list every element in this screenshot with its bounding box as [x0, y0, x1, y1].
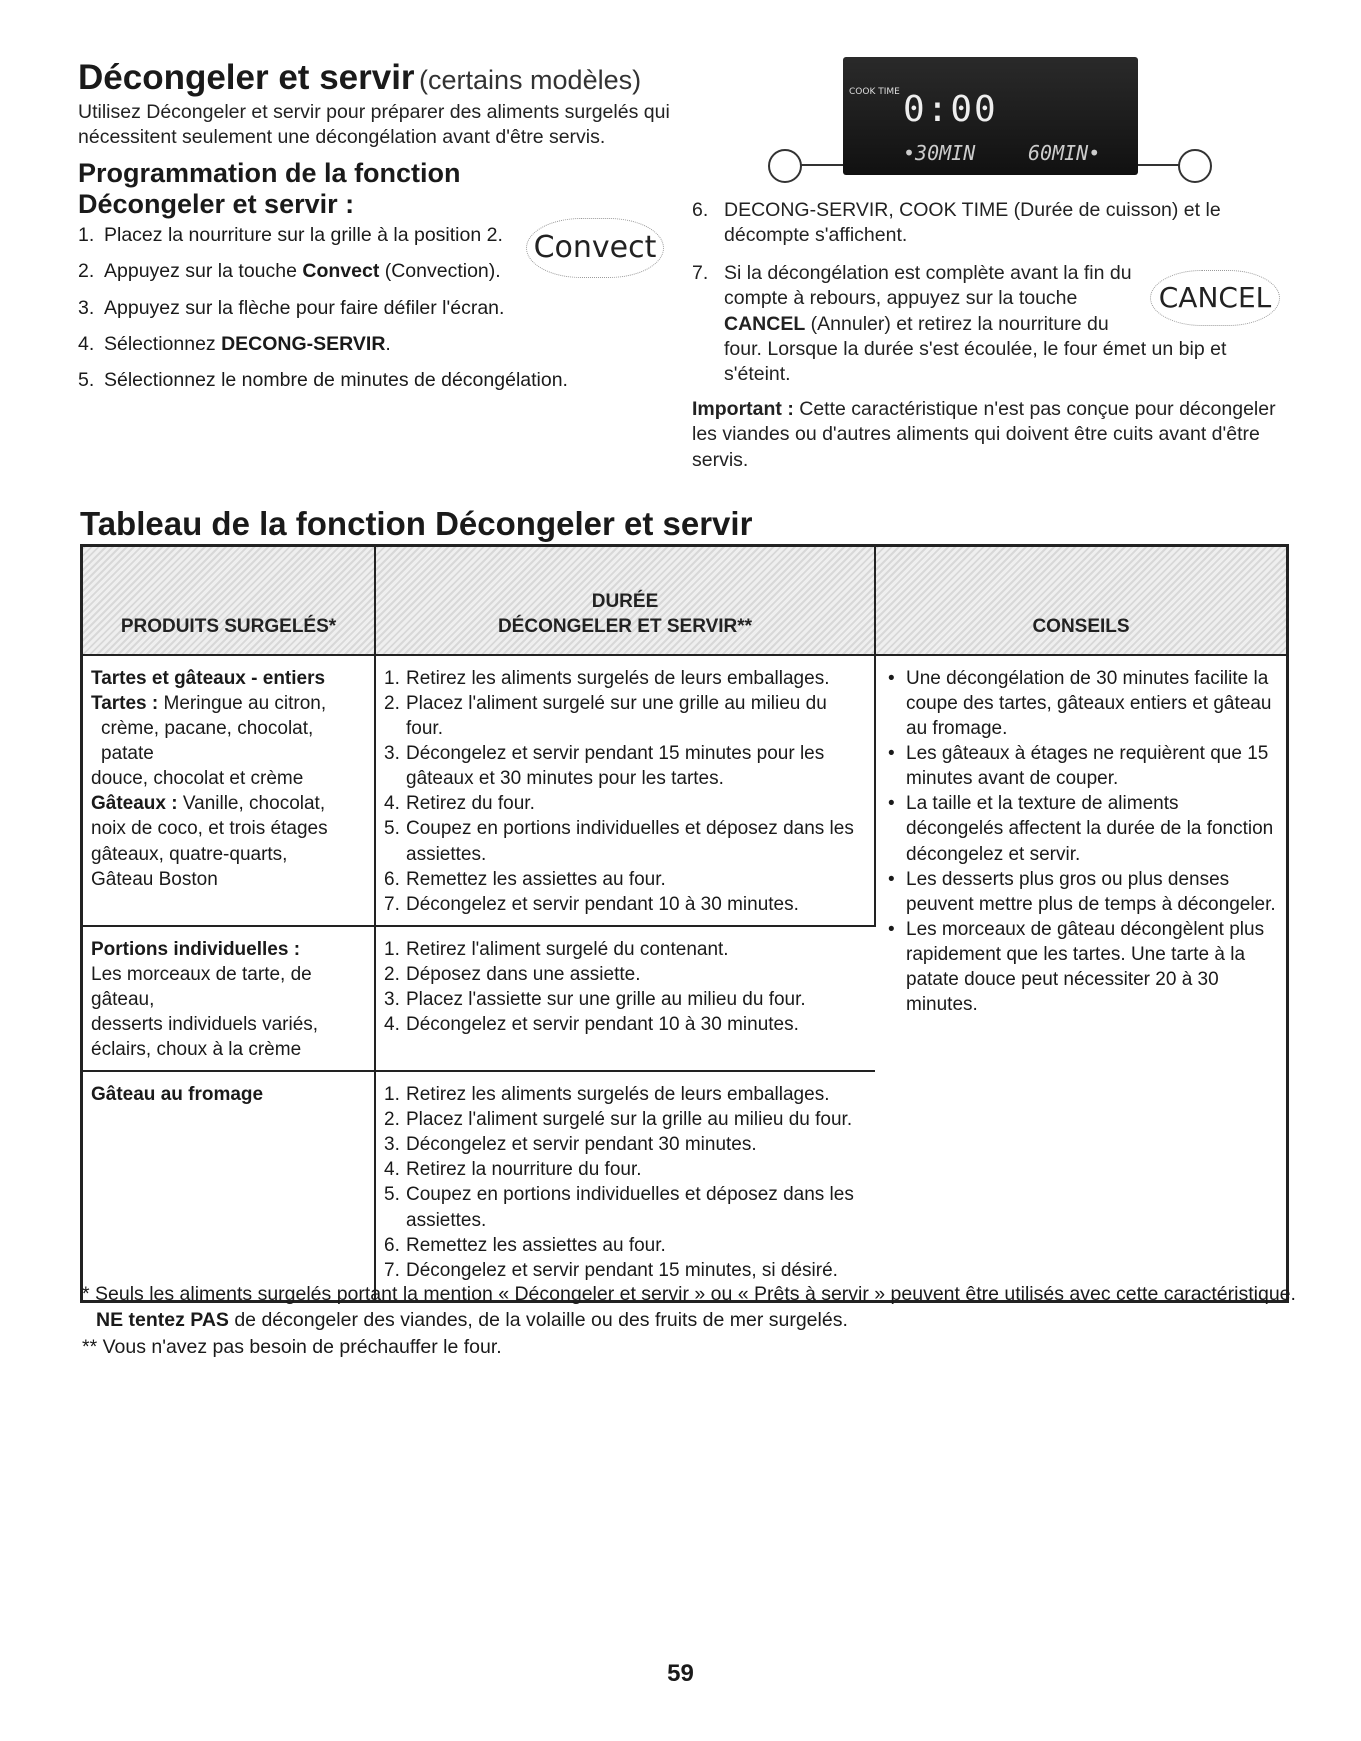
duration-steps — [384, 1082, 867, 1283]
header-text: DURÉE — [591, 590, 659, 612]
step-number: 1. — [384, 938, 400, 960]
table-row — [83, 655, 1286, 926]
display-label: COOK TIME — [849, 87, 900, 97]
list-item — [384, 1107, 867, 1132]
important-text: Cette caractéristique n'est pas conçue pour décongeler — [793, 398, 1276, 420]
list-item — [384, 691, 866, 741]
tip-item: • Les morceaux de gâteau décongèlent plus rapidement que les tartes. Une tarte à la patate douce peut nécessiter 20 à 30 minutes. — [888, 918, 1265, 1016]
product-heading: Portions individuelles : — [91, 938, 301, 960]
step-text: . — [385, 333, 391, 356]
important-text: les viandes ou d'autres aliments qui doivent être cuits avant d'être — [692, 423, 1260, 446]
important-text: servis. — [692, 448, 749, 471]
knob-left-icon — [768, 149, 802, 183]
step-text: Décongelez et servir pendant 10 à 30 minutes. — [406, 1014, 799, 1036]
step-number: 7. — [384, 1259, 400, 1281]
step-line: compte à rebours, appuyez sur la touche — [724, 287, 1078, 310]
step-text: Placez l'aliment surgelé sur la grille au milieu du four. — [406, 1109, 853, 1131]
step-text: Appuyez sur la touche — [104, 260, 303, 283]
step-number: 1. — [384, 668, 400, 689]
step-number: 4. — [384, 1014, 400, 1036]
product-heading: Tartes et gâteaux - entiers — [91, 668, 326, 689]
section-title-note: (certains modèles) — [419, 65, 642, 95]
products-cell — [83, 926, 375, 1071]
step-number: 6. — [692, 199, 709, 221]
list-item — [384, 666, 866, 691]
step-text: Coupez en portions individuelles et déposez dans les assiettes. — [406, 1184, 854, 1231]
list-item — [384, 1082, 867, 1107]
step-text: Placez l'assiette sur une grille au milieu du four. — [406, 988, 806, 1010]
step-item — [78, 296, 638, 321]
table-header-row — [83, 547, 1286, 655]
tip-text: La taille et la texture de aliments décongelés affectent la durée de la fonction décongelez et servir. — [906, 793, 1274, 865]
list-item — [384, 1233, 867, 1258]
list-item — [384, 1182, 867, 1232]
step-number: 5. — [384, 1184, 400, 1206]
step-text: Décongelez et servir pendant 30 minutes. — [406, 1134, 757, 1156]
step-text: Sélectionnez le nombre de minutes de décongélation. — [104, 369, 568, 392]
intro-text — [78, 100, 698, 151]
cancel-key-icon: CANCEL — [1150, 270, 1280, 326]
display-option-60min: 60MIN• — [1028, 141, 1101, 165]
step-line: Si la décongélation est complète avant la fin du — [724, 262, 1132, 284]
subheading-line: Décongeler et servir : — [78, 189, 355, 220]
list-item — [384, 1012, 867, 1037]
product-text: noix de coco, et trois étages — [91, 818, 328, 840]
step-line: four. Lorsque la durée s'est écoulée, le four émet un bip et — [724, 338, 1227, 361]
step-text: Appuyez sur la flèche pour faire défiler l'écran. — [104, 296, 505, 319]
step-number: 7. — [384, 893, 400, 915]
header-text: CONSEILS — [1032, 616, 1130, 638]
duration-steps — [384, 937, 867, 1037]
list-item — [384, 892, 866, 917]
important-note — [692, 397, 1292, 473]
tip-text: Les desserts plus gros ou plus denses peuvent mettre plus de temps à décongeler. — [906, 868, 1276, 915]
oven-display — [843, 57, 1138, 175]
step-text: Sélectionnez — [104, 333, 222, 356]
list-item — [384, 987, 867, 1012]
footnote-3: ** Vous n'avez pas besoin de préchauffer le four. — [82, 1335, 502, 1358]
step-number: 4. — [384, 1159, 400, 1181]
header-text: PRODUITS SURGELÉS* — [120, 616, 337, 638]
step-text: Retirez les aliments surgelés de leurs emballages. — [406, 668, 830, 689]
product-text: Vanille, chocolat, — [177, 793, 326, 815]
step-text: Placez la nourriture sur la grille à la position 2. — [104, 224, 503, 246]
list-item — [384, 867, 866, 892]
product-text: gâteaux, quatre-quarts, — [91, 843, 288, 865]
footnote-1: * Seuls les aliments surgelés portant la mention « Décongeler et servir » ou « Prêts à servir » peuvent être utilisés avec cette caractéristique. — [82, 1283, 1296, 1305]
product-text: Les morceaux de tarte, de gâteau, — [91, 963, 312, 1010]
products-cell — [83, 655, 375, 926]
knob-line-right — [1136, 164, 1180, 166]
product-text: desserts individuels variés, — [91, 1014, 319, 1036]
intro-line: nécessitent seulement une décongélation avant d'être servis. — [78, 126, 606, 149]
header-products — [83, 547, 375, 655]
tip-text: Une décongélation de 30 minutes facilite la coupe des tartes, gâteaux entiers et gâteau au fromage. — [906, 668, 1272, 740]
list-item — [384, 741, 866, 791]
step-number: 2. — [384, 1109, 400, 1131]
step-number: 1. — [384, 1084, 400, 1106]
tip-text: Les morceaux de gâteau décongèlent plus rapidement que les tartes. Une tarte à la patate douce peut nécessiter 20 à 30 minutes. — [906, 918, 1265, 1016]
step-line: s'éteint. — [724, 363, 791, 386]
product-text: douce, chocolat et crème — [91, 768, 304, 790]
footnotes — [82, 1281, 1322, 1360]
step-line: décompte s'affichent. — [724, 224, 908, 247]
step-text: Retirez l'aliment surgelé du contenant. — [406, 938, 729, 960]
cancel-bold: CANCEL — [724, 312, 806, 335]
step-number: 5. — [384, 818, 400, 840]
step-text: Retirez du four. — [406, 793, 535, 815]
tip-text: Les gâteaux à étages ne requièrent que 15 minutes avant de couper. — [906, 743, 1269, 790]
page-number: 59 — [667, 1660, 694, 1687]
step-number: 3. — [384, 1134, 400, 1156]
display-time: 0:00 — [903, 89, 998, 130]
step-text: Retirez les aliments surgelés de leurs emballages. — [406, 1084, 830, 1106]
step-number: 3. — [384, 743, 400, 765]
list-item — [384, 937, 867, 962]
step-number: 5. — [78, 369, 95, 392]
duration-cell — [375, 926, 875, 1071]
product-text: Meringue au citron, — [158, 693, 327, 715]
list-item — [384, 962, 867, 987]
knob-right-icon — [1178, 149, 1212, 183]
list-item — [384, 1132, 867, 1157]
step-number: 7. — [692, 262, 709, 284]
tip-item: • Les gâteaux à étages ne requièrent que 15 minutes avant de couper. — [888, 743, 1269, 790]
duration-cell — [375, 1071, 875, 1300]
list-item — [384, 791, 866, 816]
step-bold: Convect — [302, 260, 380, 283]
product-label: Gâteaux : — [91, 793, 178, 815]
subheading — [78, 158, 461, 220]
convect-key-icon: Convect — [526, 218, 664, 278]
footnote-text: de décongeler des viandes, de la volaille ou des fruits de mer surgelés. — [228, 1309, 848, 1332]
section-title — [78, 58, 641, 98]
step-text: Décongelez et servir pendant 10 à 30 minutes. — [406, 893, 799, 915]
step-text: Décongelez et servir pendant 15 minutes pour les gâteaux et 30 minutes pour les tartes. — [406, 743, 825, 790]
step-text: (Convection). — [379, 260, 501, 283]
table-title: Tableau de la fonction Décongeler et servir — [80, 505, 753, 542]
display-option-30min: •30MIN — [903, 141, 976, 165]
step-number: 6. — [384, 868, 400, 890]
step-number: 4. — [384, 793, 400, 815]
step-text: (Annuler) et retirez la nourriture du — [805, 312, 1109, 335]
step-number: 6. — [384, 1234, 400, 1256]
step-item — [78, 368, 638, 393]
list-item — [384, 1258, 867, 1283]
important-label: Important : — [692, 398, 794, 420]
tip-item: • Une décongélation de 30 minutes facilite la coupe des tartes, gâteaux entiers et gâteau au fromage. — [888, 668, 1272, 740]
header-text: DÉCONGELER ET SERVIR** — [497, 616, 753, 638]
tips-cell — [875, 655, 1286, 1300]
tip-item: • Les desserts plus gros ou plus denses peuvent mettre plus de temps à décongeler. — [888, 868, 1276, 915]
step-bold: DECONG-SERVIR — [221, 333, 386, 356]
header-duration — [375, 547, 875, 655]
step-line: DECONG-SERVIR, COOK TIME (Durée de cuisson) et le — [724, 199, 1221, 221]
knob-line-left — [797, 164, 845, 166]
defrost-table — [80, 544, 1289, 1303]
subheading-line: Programmation de la fonction — [78, 158, 461, 188]
step-number: 3. — [384, 988, 400, 1010]
header-tips — [875, 547, 1286, 655]
step-text: Déposez dans une assiette. — [406, 963, 641, 985]
product-text: Gâteau Boston — [91, 868, 218, 890]
step-text: Placez l'aliment surgelé sur une grille au milieu du four. — [406, 693, 827, 740]
product-heading: Gâteau au fromage — [91, 1084, 264, 1106]
product-text: crème, pacane, chocolat, patate — [101, 718, 314, 765]
duration-cell — [375, 655, 875, 926]
step-number: 1. — [78, 224, 95, 246]
list-item — [384, 1157, 867, 1182]
step-number: 2. — [78, 260, 95, 283]
tips-list — [884, 666, 1278, 1017]
step-text: Retirez la nourriture du four. — [406, 1159, 642, 1181]
list-item — [384, 816, 866, 866]
duration-steps — [384, 666, 866, 917]
step-text: Remettez les assiettes au four. — [406, 868, 666, 890]
step-text: Coupez en portions individuelles et déposez dans les assiettes. — [406, 818, 854, 865]
tip-item: • La taille et la texture de aliments décongelés affectent la durée de la fonction décongelez et servir. — [888, 793, 1274, 865]
step-item — [78, 332, 638, 357]
step-text: Remettez les assiettes au four. — [406, 1234, 666, 1256]
product-text: éclairs, choux à la crème — [91, 1039, 302, 1061]
step-number: 2. — [384, 693, 400, 715]
footnote-bold: NE tentez PAS — [96, 1309, 229, 1332]
intro-line: Utilisez Décongeler et servir pour préparer des aliments surgelés qui — [78, 101, 670, 123]
step-6 — [692, 198, 1292, 249]
step-number: 3. — [78, 296, 95, 319]
section-title-main: Décongeler et servir — [78, 58, 415, 97]
step-text: Décongelez et servir pendant 15 minutes, si désiré. — [406, 1259, 838, 1281]
step-number: 2. — [384, 963, 400, 985]
products-cell — [83, 1071, 375, 1300]
product-label: Tartes : — [91, 693, 159, 715]
step-number: 4. — [78, 333, 95, 356]
footnote-2 — [82, 1307, 1322, 1333]
